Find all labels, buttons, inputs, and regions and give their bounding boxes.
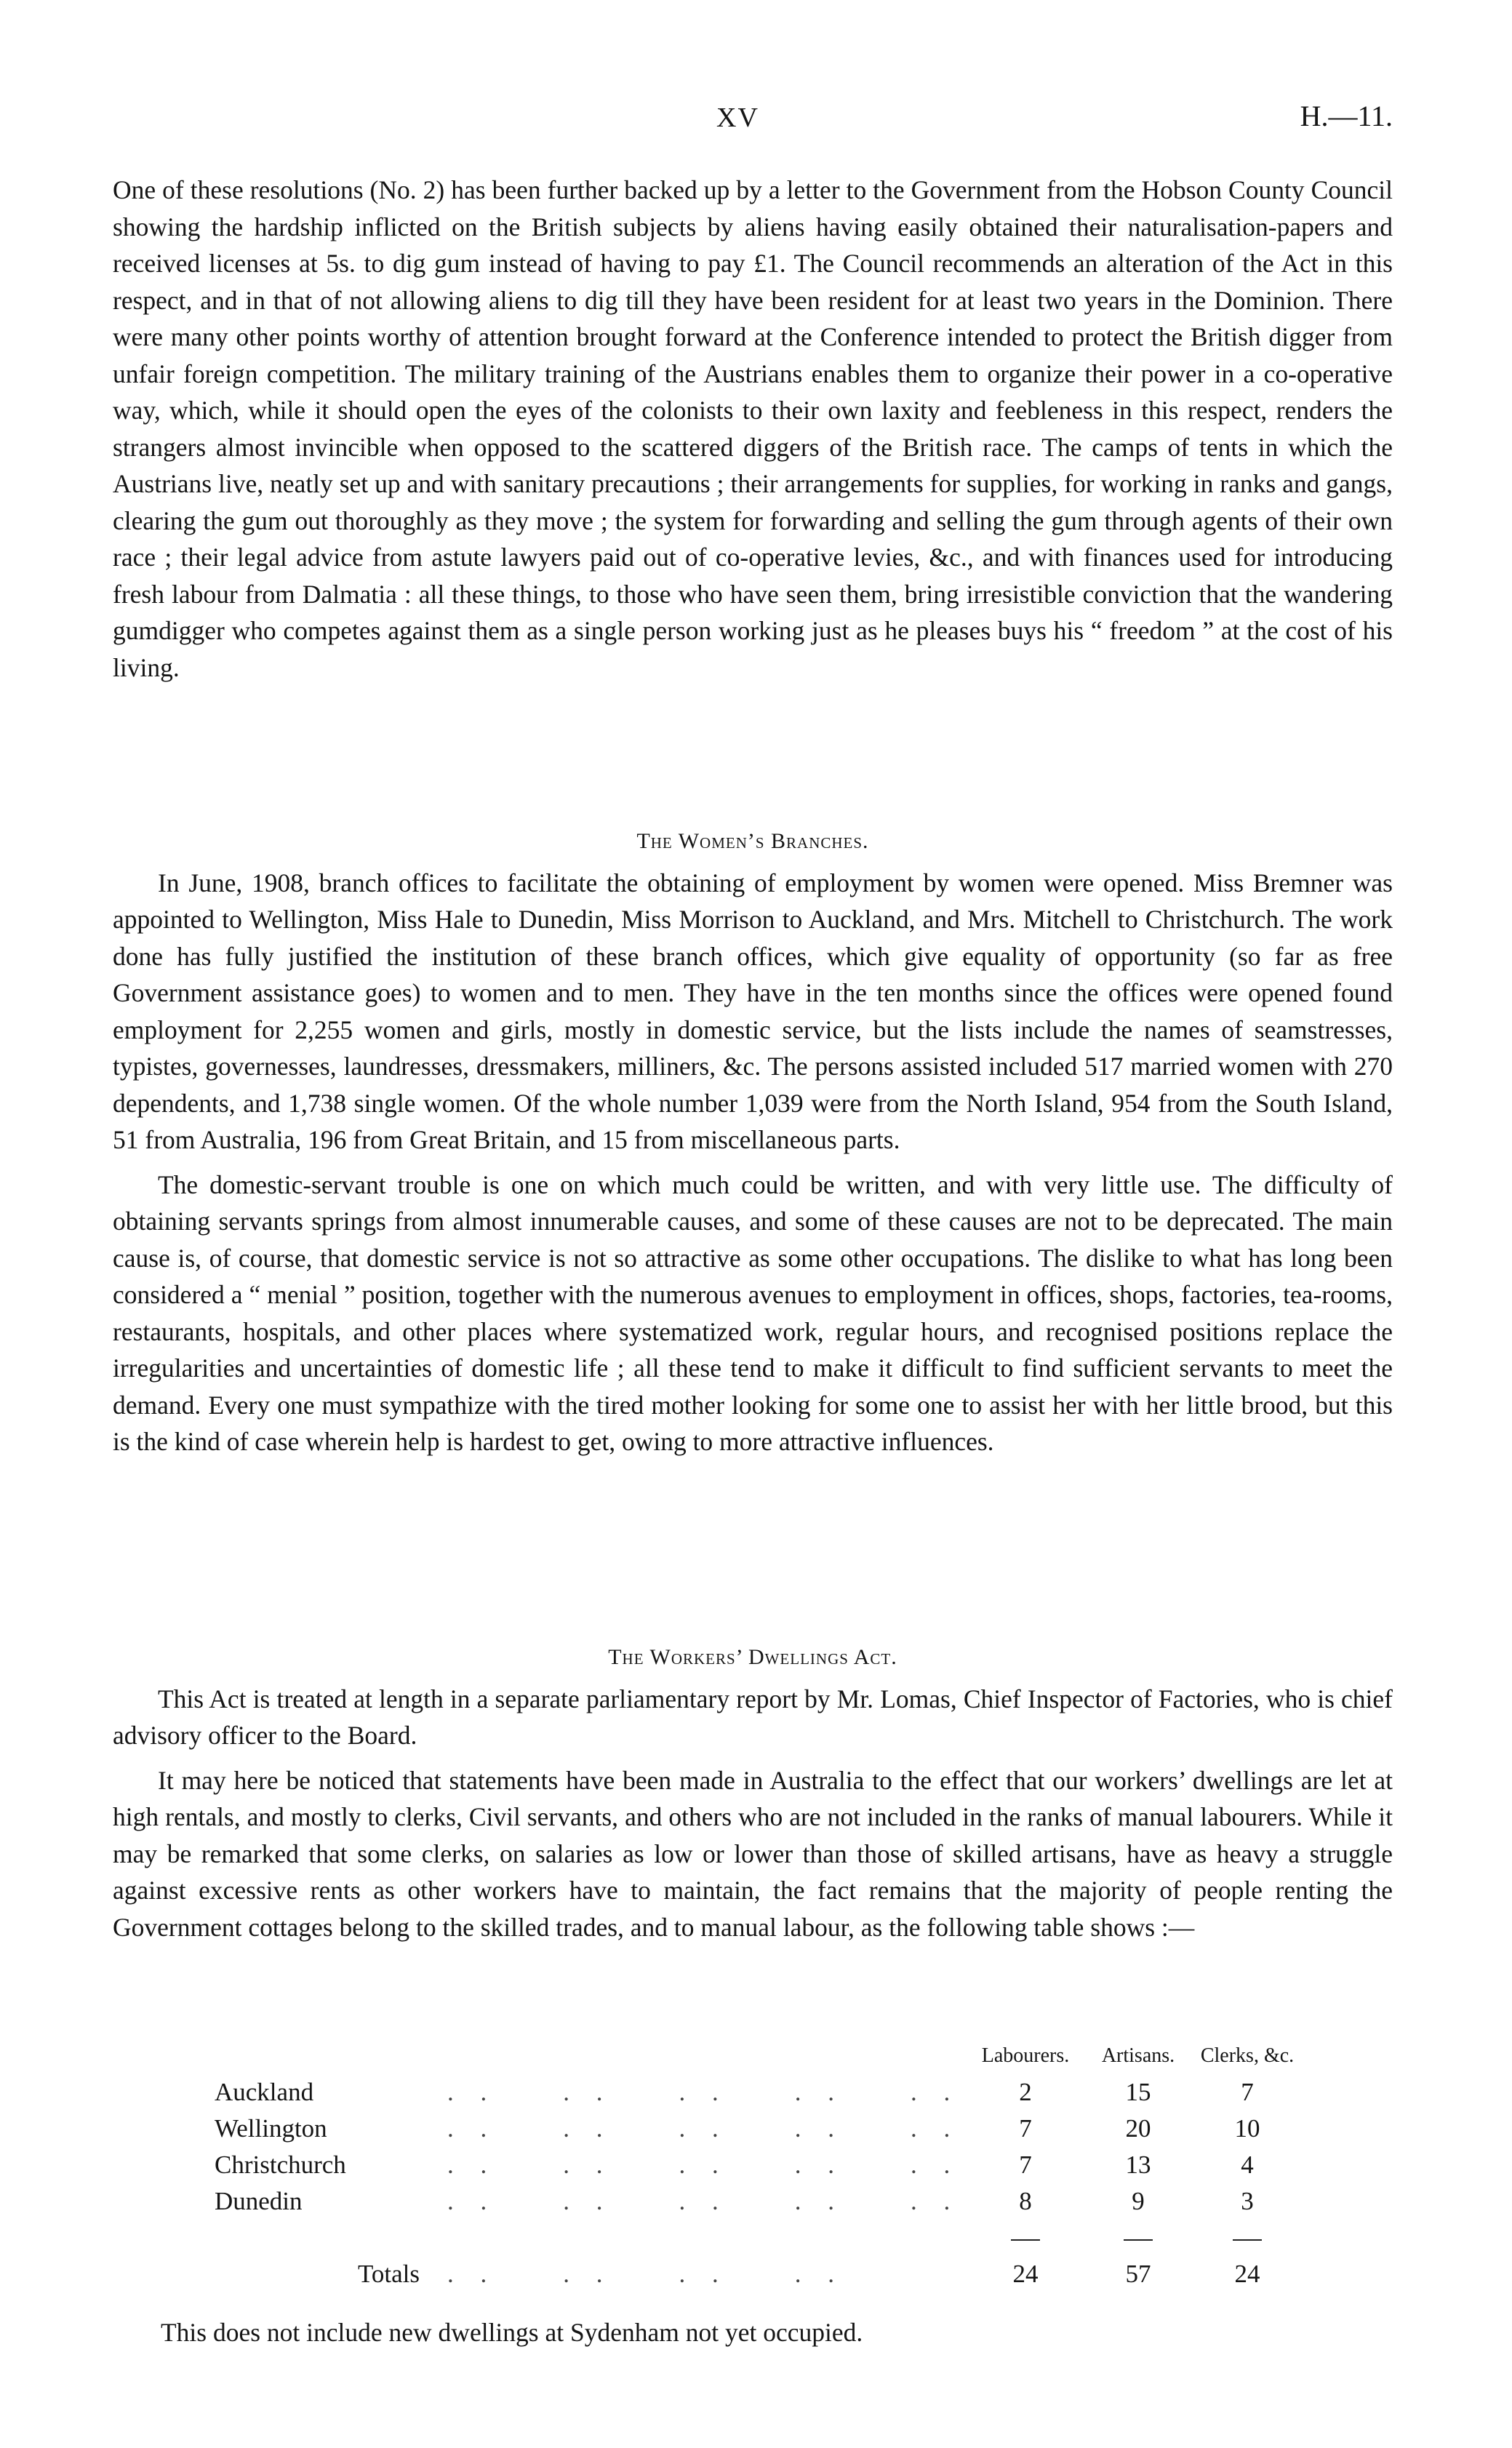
city-name: Wellington bbox=[215, 2114, 327, 2143]
workers-dwellings-section bbox=[113, 1639, 1393, 1945]
total-rule bbox=[1124, 2239, 1153, 2241]
leader-dots: . . . . . . . . . . bbox=[447, 2187, 961, 2215]
totals-label: Totals bbox=[357, 2260, 420, 2288]
intro-section bbox=[113, 172, 1393, 686]
leader-dots: . . . . . . . . . . bbox=[447, 2151, 961, 2179]
womens-branches-paragraph-1: In June, 1908, branch offices to facilitate the obtaining of employment by women were opened. Miss Bremner was appointed to Wellington, Miss Hale to Dunedin, Miss Morrison to Auckland, and Mrs. Mitchell to Christchurch. The work done has fully justified the institution of these branch offices, which give equality of opportunity (so far as free Government assistance goes) to women and to men. They have in the ten months since the offices were opened found employment for 2,255 women and girls, mostly in domestic service, but the lists include the names of seamstresses, typistes, governesses, laundresses, dressmakers, milliners, &c. The persons assisted included 517 married women with 270 dependents, and 1,738 single women. Of the whole number 1,039 were from the North Island, 954 from the South Island, 51 from Australia, 196 from Great Britain, and 15 from miscellaneous parts. bbox=[113, 868, 1393, 1154]
column-header-artisans: Artisans. bbox=[1101, 2044, 1175, 2067]
artisans-value: 9 bbox=[1132, 2187, 1145, 2215]
table-row bbox=[215, 2111, 1298, 2147]
clerks-value: 7 bbox=[1241, 2078, 1254, 2106]
labourers-value: 2 bbox=[1019, 2078, 1032, 2106]
labourers-value: 8 bbox=[1019, 2187, 1032, 2215]
leader-dots: . . . . . . . . bbox=[447, 2260, 844, 2288]
city-name: Auckland bbox=[215, 2078, 314, 2106]
clerks-value: 4 bbox=[1241, 2151, 1254, 2179]
clerks-value: 10 bbox=[1234, 2114, 1260, 2143]
table-row bbox=[215, 2183, 1298, 2220]
intro-paragraph: One of these resolutions (No. 2) has been further backed up by a letter to the Government from the Hobson County Council showing the hardship inflicted on the British subjects by aliens having easily obtained their naturalisation-papers and received licenses at 5s. to dig gum instead of having to pay £1. The Council recommends an alteration of the Act in this respect, and in that of not allowing aliens to dig till they have been resident for at least two years in the Dominion. There were many other points worthy of attention brought forward at the Conference intended to protect the British digger from unfair foreign competition. The military training of the Austrians enables them to organize their power in a co-operative way, which, while it should open the eyes of the colonists to their own laxity and feebleness in this respect, renders the strangers almost invincible when opposed to the scattered diggers of the British race. The camps of tents in which the Austrians live, neatly set up and with sanitary precautions ; their arrangements for supplies, for working in ranks and gangs, clearing the gum out thoroughly as they move ; the system for forwarding and selling the gum through agents of their own race ; their legal advice from astute lawyers paid out of co-operative levies, &c., and with finances used for introducing fresh labour from Dalmatia : all these things, to those who have seen them, bring irresistible conviction that the wandering gumdigger who competes against them as a single person working just as he pleases buys his “ freedom ” at the cost of his living. bbox=[113, 175, 1393, 682]
artisans-value: 13 bbox=[1125, 2151, 1151, 2179]
totals-row bbox=[215, 2256, 1298, 2292]
page-number: XV bbox=[716, 103, 759, 133]
labourers-value: 7 bbox=[1019, 2151, 1032, 2179]
table-header-row bbox=[215, 2038, 1298, 2074]
womens-branches-section bbox=[113, 823, 1393, 1460]
artisans-value: 15 bbox=[1125, 2078, 1151, 2106]
artisans-value: 20 bbox=[1125, 2114, 1151, 2143]
leader-dots: . . . . . . . . . . bbox=[447, 2114, 961, 2143]
parliamentary-reference: H.—11. bbox=[1300, 100, 1393, 132]
table-row bbox=[215, 2074, 1298, 2111]
total-labourers: 24 bbox=[1012, 2260, 1039, 2288]
workers-dwellings-paragraph-2: It may here be noticed that statements have been made in Australia to the effect that our workers’ dwellings are let at high rentals, and mostly to clerks, Civil servants, and others who are not included in the ranks of manual labourers. While it may be remarked that some clerks, on salaries as low or lower than those of skilled artisans, have as heavy a struggle against excessive rents as other workers have to maintain, the fact remains that the majority of people renting the Government cottages belong to the skilled trades, and to manual labour, as the following table shows :— bbox=[113, 1765, 1393, 1942]
dwellings-table bbox=[215, 2038, 1298, 2292]
total-artisans: 57 bbox=[1125, 2260, 1151, 2288]
column-header-clerks: Clerks, &c. bbox=[1200, 2044, 1295, 2067]
total-rule bbox=[1011, 2239, 1040, 2241]
table-rule-row bbox=[215, 2220, 1298, 2256]
clerks-value: 3 bbox=[1241, 2187, 1254, 2215]
section-heading-workers-dwellings: The Workers’ Dwellings Act. bbox=[608, 1645, 897, 1669]
page-header bbox=[113, 102, 1393, 138]
leader-dots: . . . . . . . . . . bbox=[447, 2078, 961, 2106]
total-rule bbox=[1233, 2239, 1262, 2241]
womens-branches-paragraph-2: The domestic-servant trouble is one on which much could be written, and with very little use. The difficulty of obtaining servants springs from almost innumerable causes, and some of these causes are not to be deprecated. The main cause is, of course, that domestic service is not so attractive as some other occupations. The dislike to what has long been considered a “ menial ” position, together with the numerous avenues to employment in offices, shops, factories, tea-rooms, restaurants, hospitals, and other places where systematized work, regular hours, and recognised positions replace the irregularities and uncertainties of domestic life ; all these tend to make it difficult to find sufficient servants to meet the demand. Every one must sympathize with the tired mother looking for some one to assist her with her little brood, but this is the kind of case wherein help is hardest to get, owing to more attractive influences. bbox=[113, 1169, 1393, 1456]
column-header-labourers: Labourers. bbox=[981, 2044, 1070, 2067]
city-name: Christchurch bbox=[215, 2151, 346, 2179]
city-name: Dunedin bbox=[215, 2187, 303, 2215]
labourers-value: 7 bbox=[1019, 2114, 1032, 2143]
section-heading-womens-branches: The Women’s Branches. bbox=[636, 829, 869, 853]
table-row bbox=[215, 2147, 1298, 2183]
total-clerks: 24 bbox=[1234, 2260, 1260, 2288]
table-footnote: This does not include new dwellings at Sydenham not yet occupied. bbox=[161, 2318, 863, 2347]
workers-dwellings-paragraph-1: This Act is treated at length in a separate parliamentary report by Mr. Lomas, Chief Inspector of Factories, who is chief advisory officer to the Board. bbox=[113, 1684, 1393, 1750]
